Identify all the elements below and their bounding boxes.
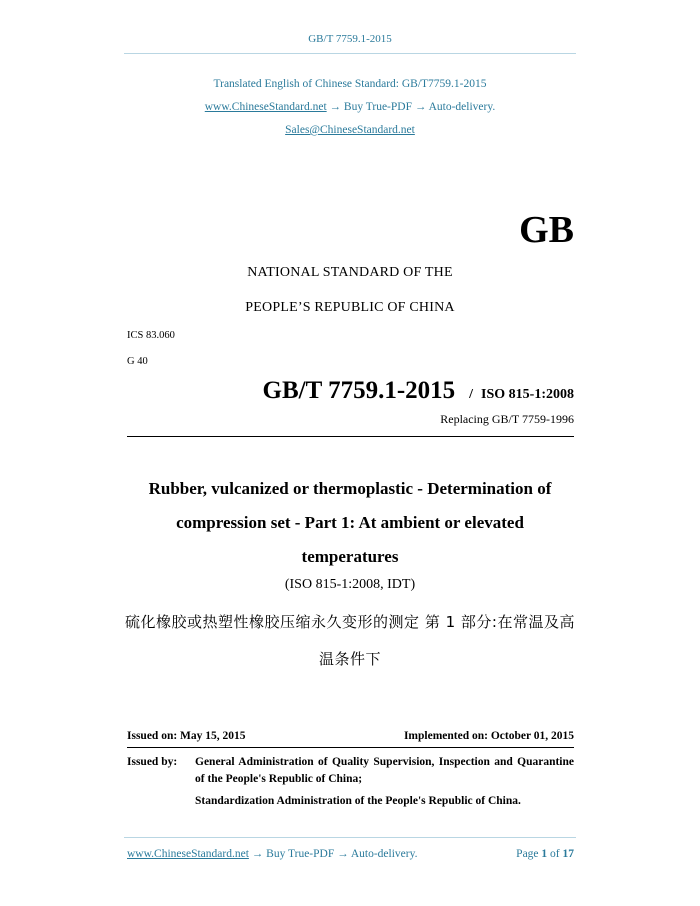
footer-divider: [124, 837, 576, 838]
title-line-2: compression set - Part 1: At ambient or elevated: [176, 513, 524, 532]
page-number: 1: [541, 848, 548, 860]
dates-divider: [127, 747, 574, 748]
issuing-org-1: General Administration of Quality Supervision, Inspection and Quarantine of the People's Republic of China;: [195, 756, 574, 785]
promo-line-2: [0, 101, 700, 113]
header-divider: [124, 53, 576, 54]
iso-reference: (ISO 815-1:2008, IDT): [284, 577, 416, 592]
promo-buy-text: → Buy True-PDF → Auto-delivery.: [326, 101, 496, 113]
chinese-title-line-2: 温条件下: [318, 650, 381, 668]
page-footer: [127, 848, 574, 860]
page-indicator: [516, 848, 574, 860]
issued-by-label: Issued by:: [127, 756, 178, 768]
page-total: 17: [562, 848, 574, 860]
issued-date: Issued on: May 15, 2015: [127, 730, 246, 742]
title-line-1: Rubber, vulcanized or thermoplastic - Determination of: [148, 479, 552, 498]
issuing-org-2: Standardization Administration of the People's Republic of China.: [195, 795, 521, 807]
ics-code: ICS 83.060: [127, 330, 175, 341]
dates-row: [127, 730, 574, 742]
replacing-note: Replacing GB/T 7759-1996: [440, 412, 574, 426]
site-link[interactable]: www.ChineseStandard.net: [204, 101, 327, 113]
promo-line-1: Translated English of Chinese Standard: GB/T7759.1-2015: [213, 78, 487, 90]
implemented-date: Implemented on: October 01, 2015: [403, 730, 574, 742]
iso-equivalent: ISO 815-1:2008: [481, 387, 574, 402]
title-line-3: temperatures: [301, 547, 399, 566]
footer-site-link[interactable]: www.ChineseStandard.net: [127, 848, 249, 860]
standard-number-row: [263, 377, 574, 405]
ccs-code: G 40: [127, 356, 148, 367]
national-standard-line-1: NATIONAL STANDARD OF THE: [247, 265, 453, 280]
email-link[interactable]: Sales@ChineseStandard.net: [285, 124, 415, 136]
of-label: of: [550, 848, 560, 860]
promo-line-3: [0, 124, 700, 136]
chinese-title-line-1: 硫化橡胶或热塑性橡胶压缩永久变形的测定 第 1 部分:在常温及高: [125, 613, 575, 631]
running-header: GB/T 7759.1-2015: [308, 33, 392, 45]
gb-logo: GB: [519, 209, 574, 251]
footer-buy-text: → Buy True-PDF → Auto-delivery.: [248, 848, 418, 860]
standard-number: GB/T 7759.1-2015: [262, 377, 456, 404]
standard-slash: /: [469, 387, 474, 402]
national-standard-line-2: PEOPLE’S REPUBLIC OF CHINA: [245, 300, 455, 315]
title-divider: [127, 436, 574, 437]
page-label: Page: [516, 848, 539, 860]
